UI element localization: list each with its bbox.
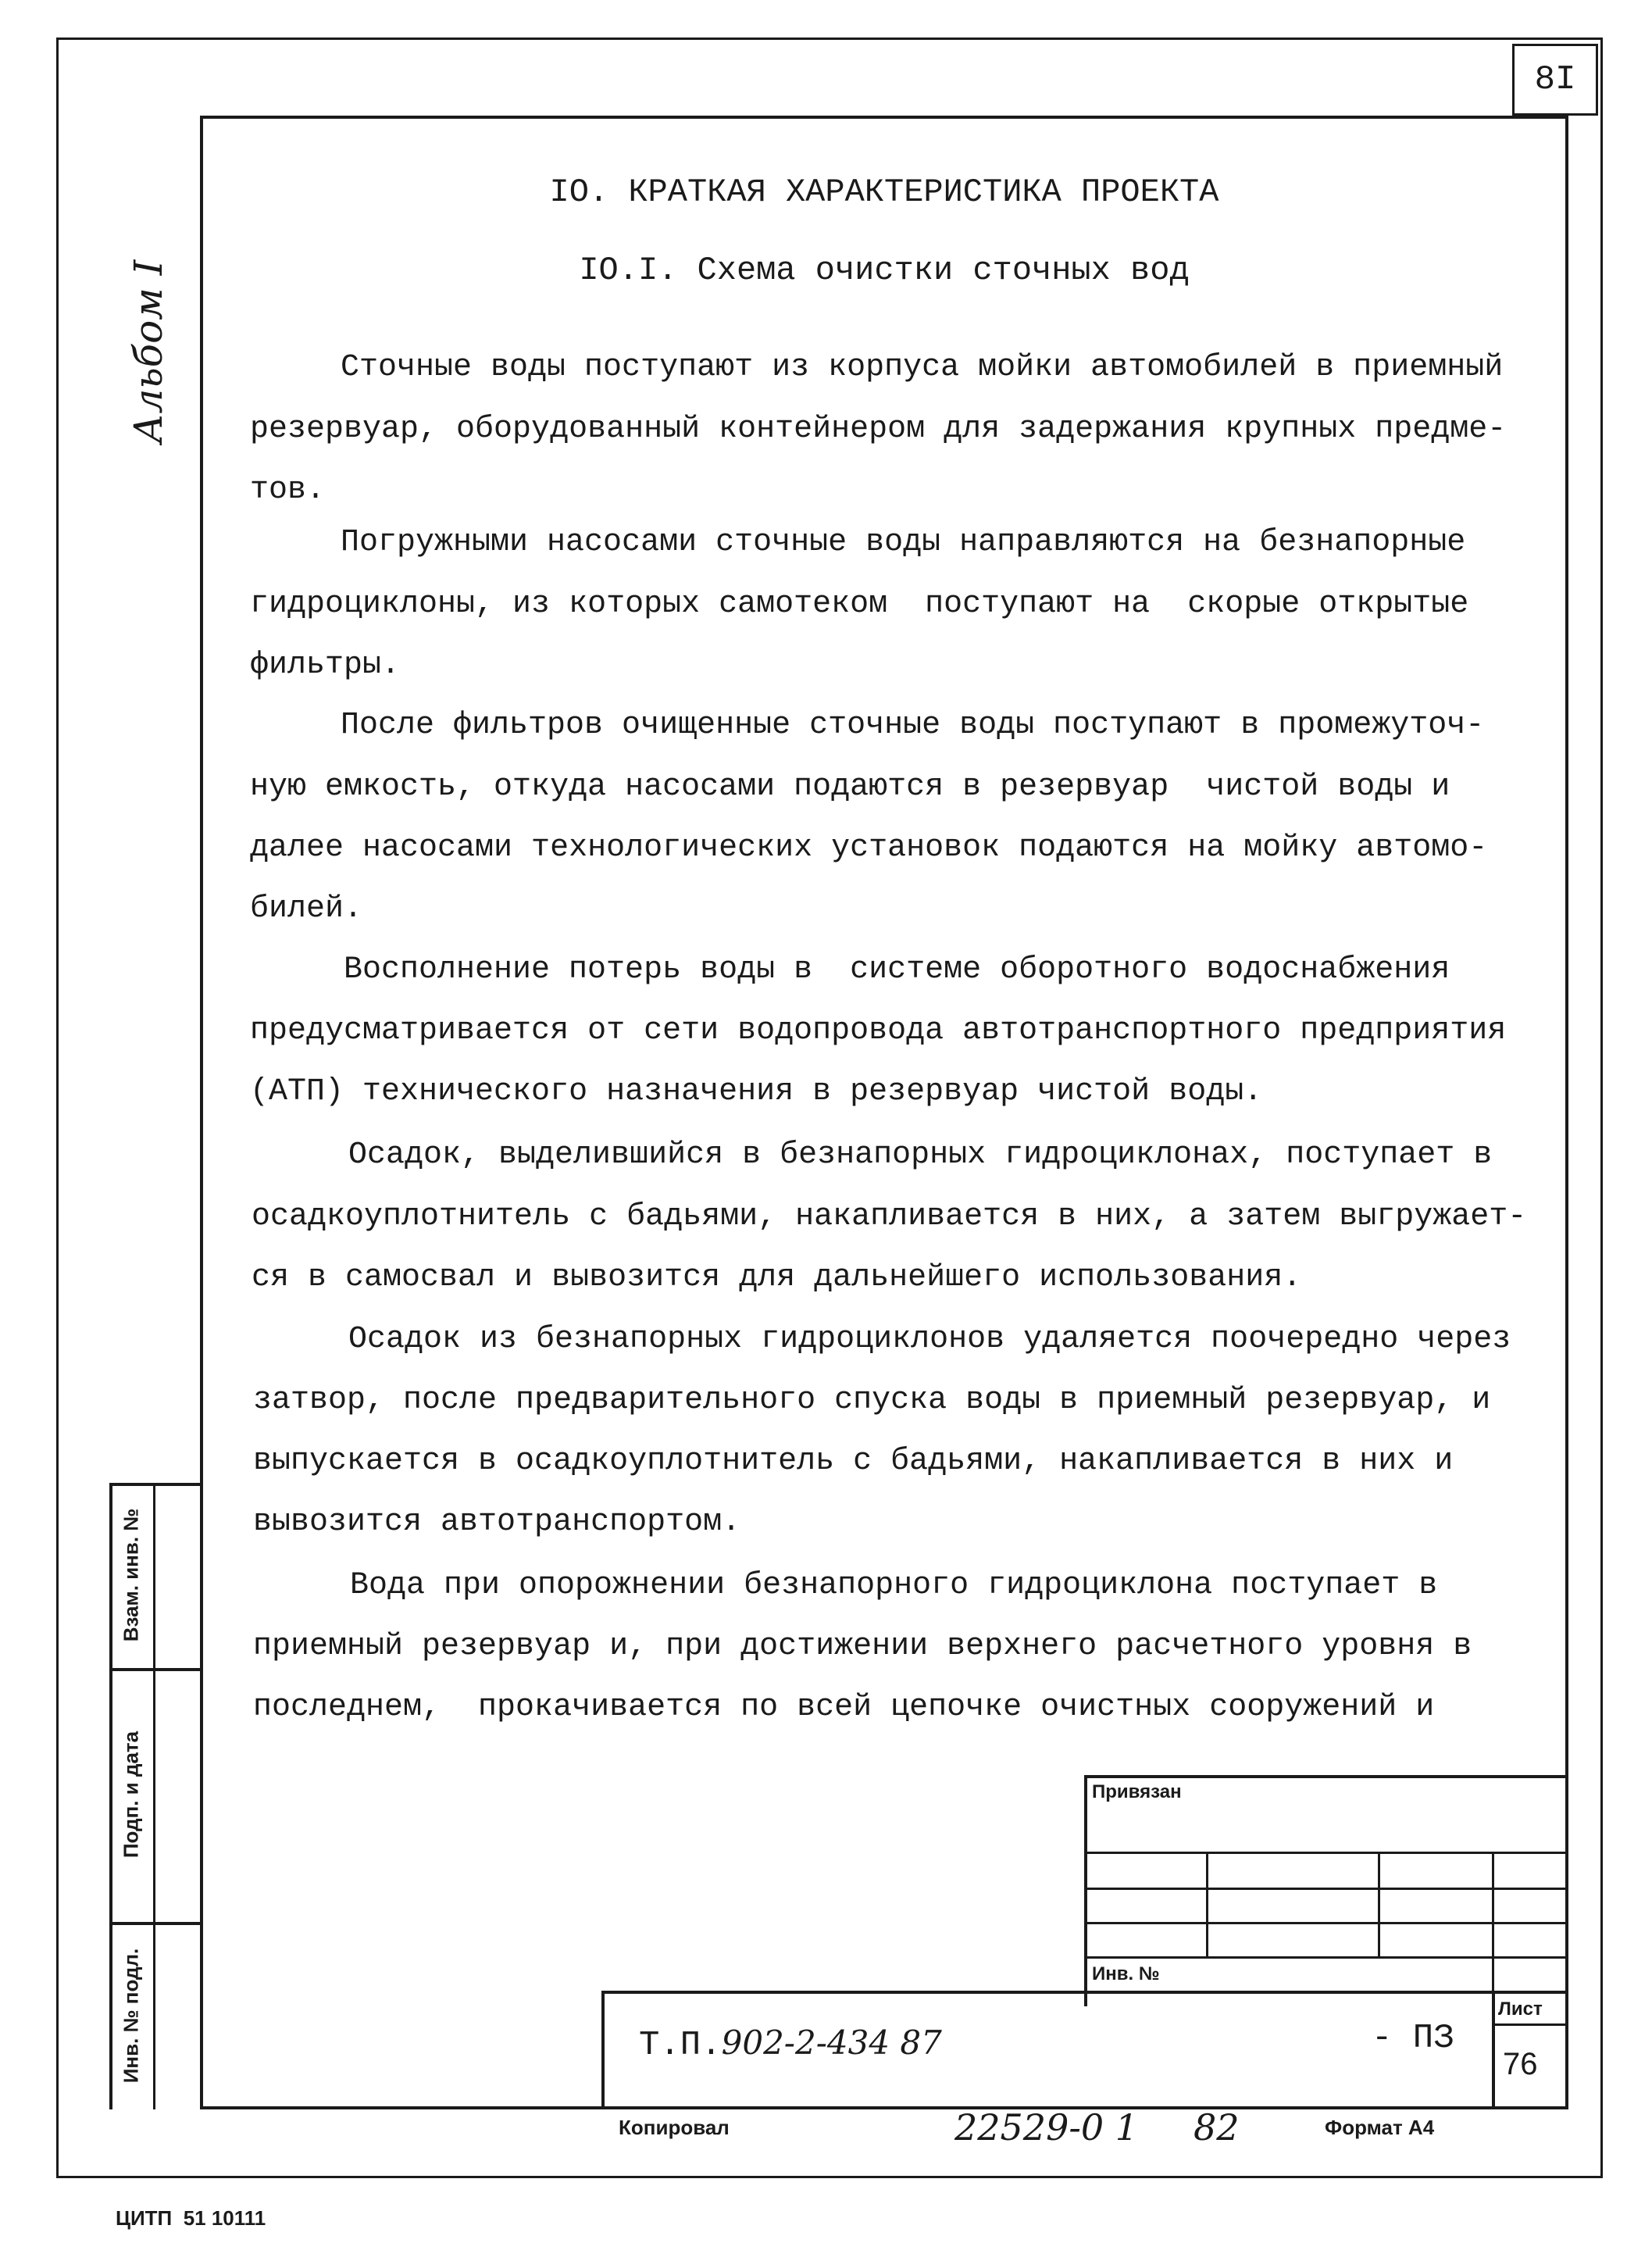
subsection-title: IO.I. Схема очистки сточных вод (579, 252, 1190, 289)
paragraph-7-line-1: Вода при опорожнении безнапорного гидроциклона поступает в (350, 1568, 1438, 1603)
paragraph-6-line-4: вывозится автотранспортом. (253, 1505, 741, 1540)
signature-date-label: Подп. и дата (119, 1731, 143, 1859)
paragraph-2-line-1: Погружными насосами сточные воды направляются на безнапорные (341, 525, 1466, 560)
sheet-number: 8I (1534, 60, 1576, 99)
paragraph-1-line-3: тов. (250, 473, 326, 508)
album-label: Альбом I (126, 259, 171, 444)
inventory-number-label: Инв. № (1092, 1963, 1160, 1984)
document-suffix: - ПЗ (1372, 2019, 1454, 2058)
paragraph-5-line-2: осадкоуплотнитель с бадьями, накапливается в них, а затем выгружает- (252, 1199, 1527, 1234)
copy-number: 22529-0 1 (954, 2106, 1139, 2148)
paragraph-2-line-2: гидроциклоны, из которых самотеком поступают на скорые открытые (250, 587, 1469, 622)
paragraph-1-line-1: Сточные воды поступают из корпуса мойки автомобилей в приемный (341, 350, 1504, 385)
format-label: Формат А4 (1325, 2116, 1435, 2139)
swap-inventory-label: Взам. инв. № (119, 1508, 143, 1642)
paragraph-1-line-2: резервуар, оборудованный контейнером для задержания крупных предме- (250, 412, 1507, 447)
paragraph-4-line-3: (АТП) технического назначения в резервуар чистой воды. (250, 1074, 1263, 1109)
paragraph-5-line-3: ся в самосвал и вывозится для дальнейшего использования. (252, 1260, 1302, 1295)
paragraph-6-line-2: затвор, после предварительного спуска воды в приемный резервуар, и (253, 1383, 1491, 1418)
paragraph-6-line-3: выпускается в осадкоуплотнитель с бадьями, накапливается в них и (253, 1444, 1454, 1479)
document-code-prefix: Т.П. (639, 2026, 722, 2065)
sheet-number-box (1512, 44, 1598, 116)
paragraph-2-line-3: фильтры. (250, 648, 401, 683)
paragraph-4-line-2: предусматривается от сети водопровода автотранспортного предприятия (250, 1013, 1507, 1048)
copied-label: Копировал (619, 2116, 730, 2139)
paragraph-6-line-1: Осадок из безнапорных гидроциклонов удаляется поочередно через (348, 1322, 1511, 1357)
paragraph-3-line-2: ную емкость, откуда насосами подаются в резервуар чистой воды и (250, 770, 1450, 805)
document-code-number: 902-2-434 87 (721, 2023, 942, 2062)
paragraph-7-line-3: последнем, прокачивается по всей цепочке очистных сооружений и (253, 1690, 1435, 1725)
paragraph-5-line-1: Осадок, выделившийся в безнапорных гидроциклонах, поступает в (348, 1138, 1493, 1173)
paragraph-7-line-2: приемный резервуар и, при достижении верхнего расчетного уровня в (253, 1629, 1472, 1664)
paragraph-3-line-1: После фильтров очищенные сточные воды поступают в промежуточ- (341, 708, 1485, 743)
original-inventory-label: Инв. № подл. (119, 1948, 143, 2084)
paragraph-3-line-3: далее насосами технологических установок подаются на мойку автомо- (250, 830, 1488, 866)
print-code: ЦИТП 51 10111 (116, 2206, 266, 2230)
paragraph-4-line-1: Восполнение потерь воды в системе оборотного водоснабжения (344, 952, 1450, 988)
paragraph-3-line-4: билей. (250, 891, 363, 927)
document-code (639, 2023, 942, 2065)
sheet-value: 76 (1503, 2047, 1538, 2081)
section-title: IO. КРАТКАЯ ХАРАКТЕРИСТИКА ПРОЕКТА (549, 173, 1219, 211)
copy-page: 82 (1194, 2106, 1240, 2148)
sheet-label: Лист (1498, 1998, 1543, 2020)
attached-label: Привязан (1092, 1781, 1182, 1802)
